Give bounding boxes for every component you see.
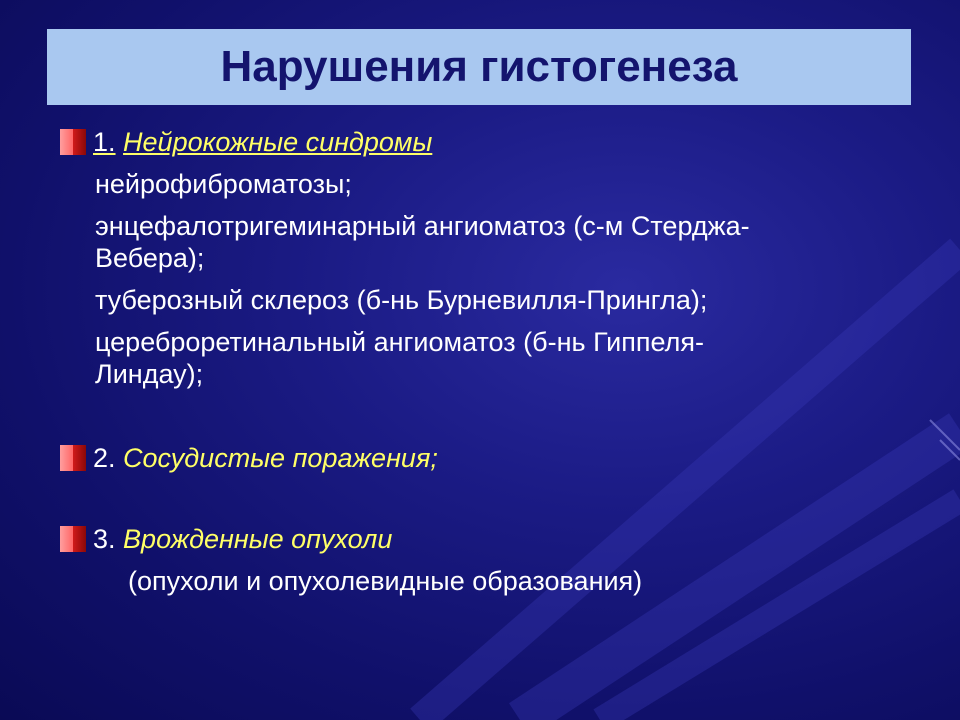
section-heading-2: 2. Сосудистые поражения; — [93, 443, 438, 473]
list-item: нейрофиброматозы; — [95, 169, 352, 199]
bullet-square-icon — [60, 526, 86, 552]
bullet-square-icon — [60, 445, 86, 471]
bullet-square-icon — [60, 129, 86, 155]
section-heading-1: 1. Нейрокожные синдромы — [93, 127, 433, 157]
list-item: (опухоли и опухолевидные образования) — [128, 566, 643, 596]
list-item: энцефалотригеминарный ангиоматоз (с-м Стерджа- — [95, 211, 750, 241]
section-heading-3: 3. Врожденные опухоли — [93, 524, 393, 554]
slide-title: Нарушения гистогенеза — [220, 42, 738, 91]
title-banner — [47, 29, 911, 105]
list-item: Линдау); — [95, 359, 204, 389]
list-item: туберозный склероз (б-нь Бурневилля-Прингла); — [95, 285, 708, 315]
list-item: Вебера); — [95, 243, 205, 273]
list-item: цереброретинальный ангиоматоз (б-нь Гиппеля- — [95, 327, 704, 357]
